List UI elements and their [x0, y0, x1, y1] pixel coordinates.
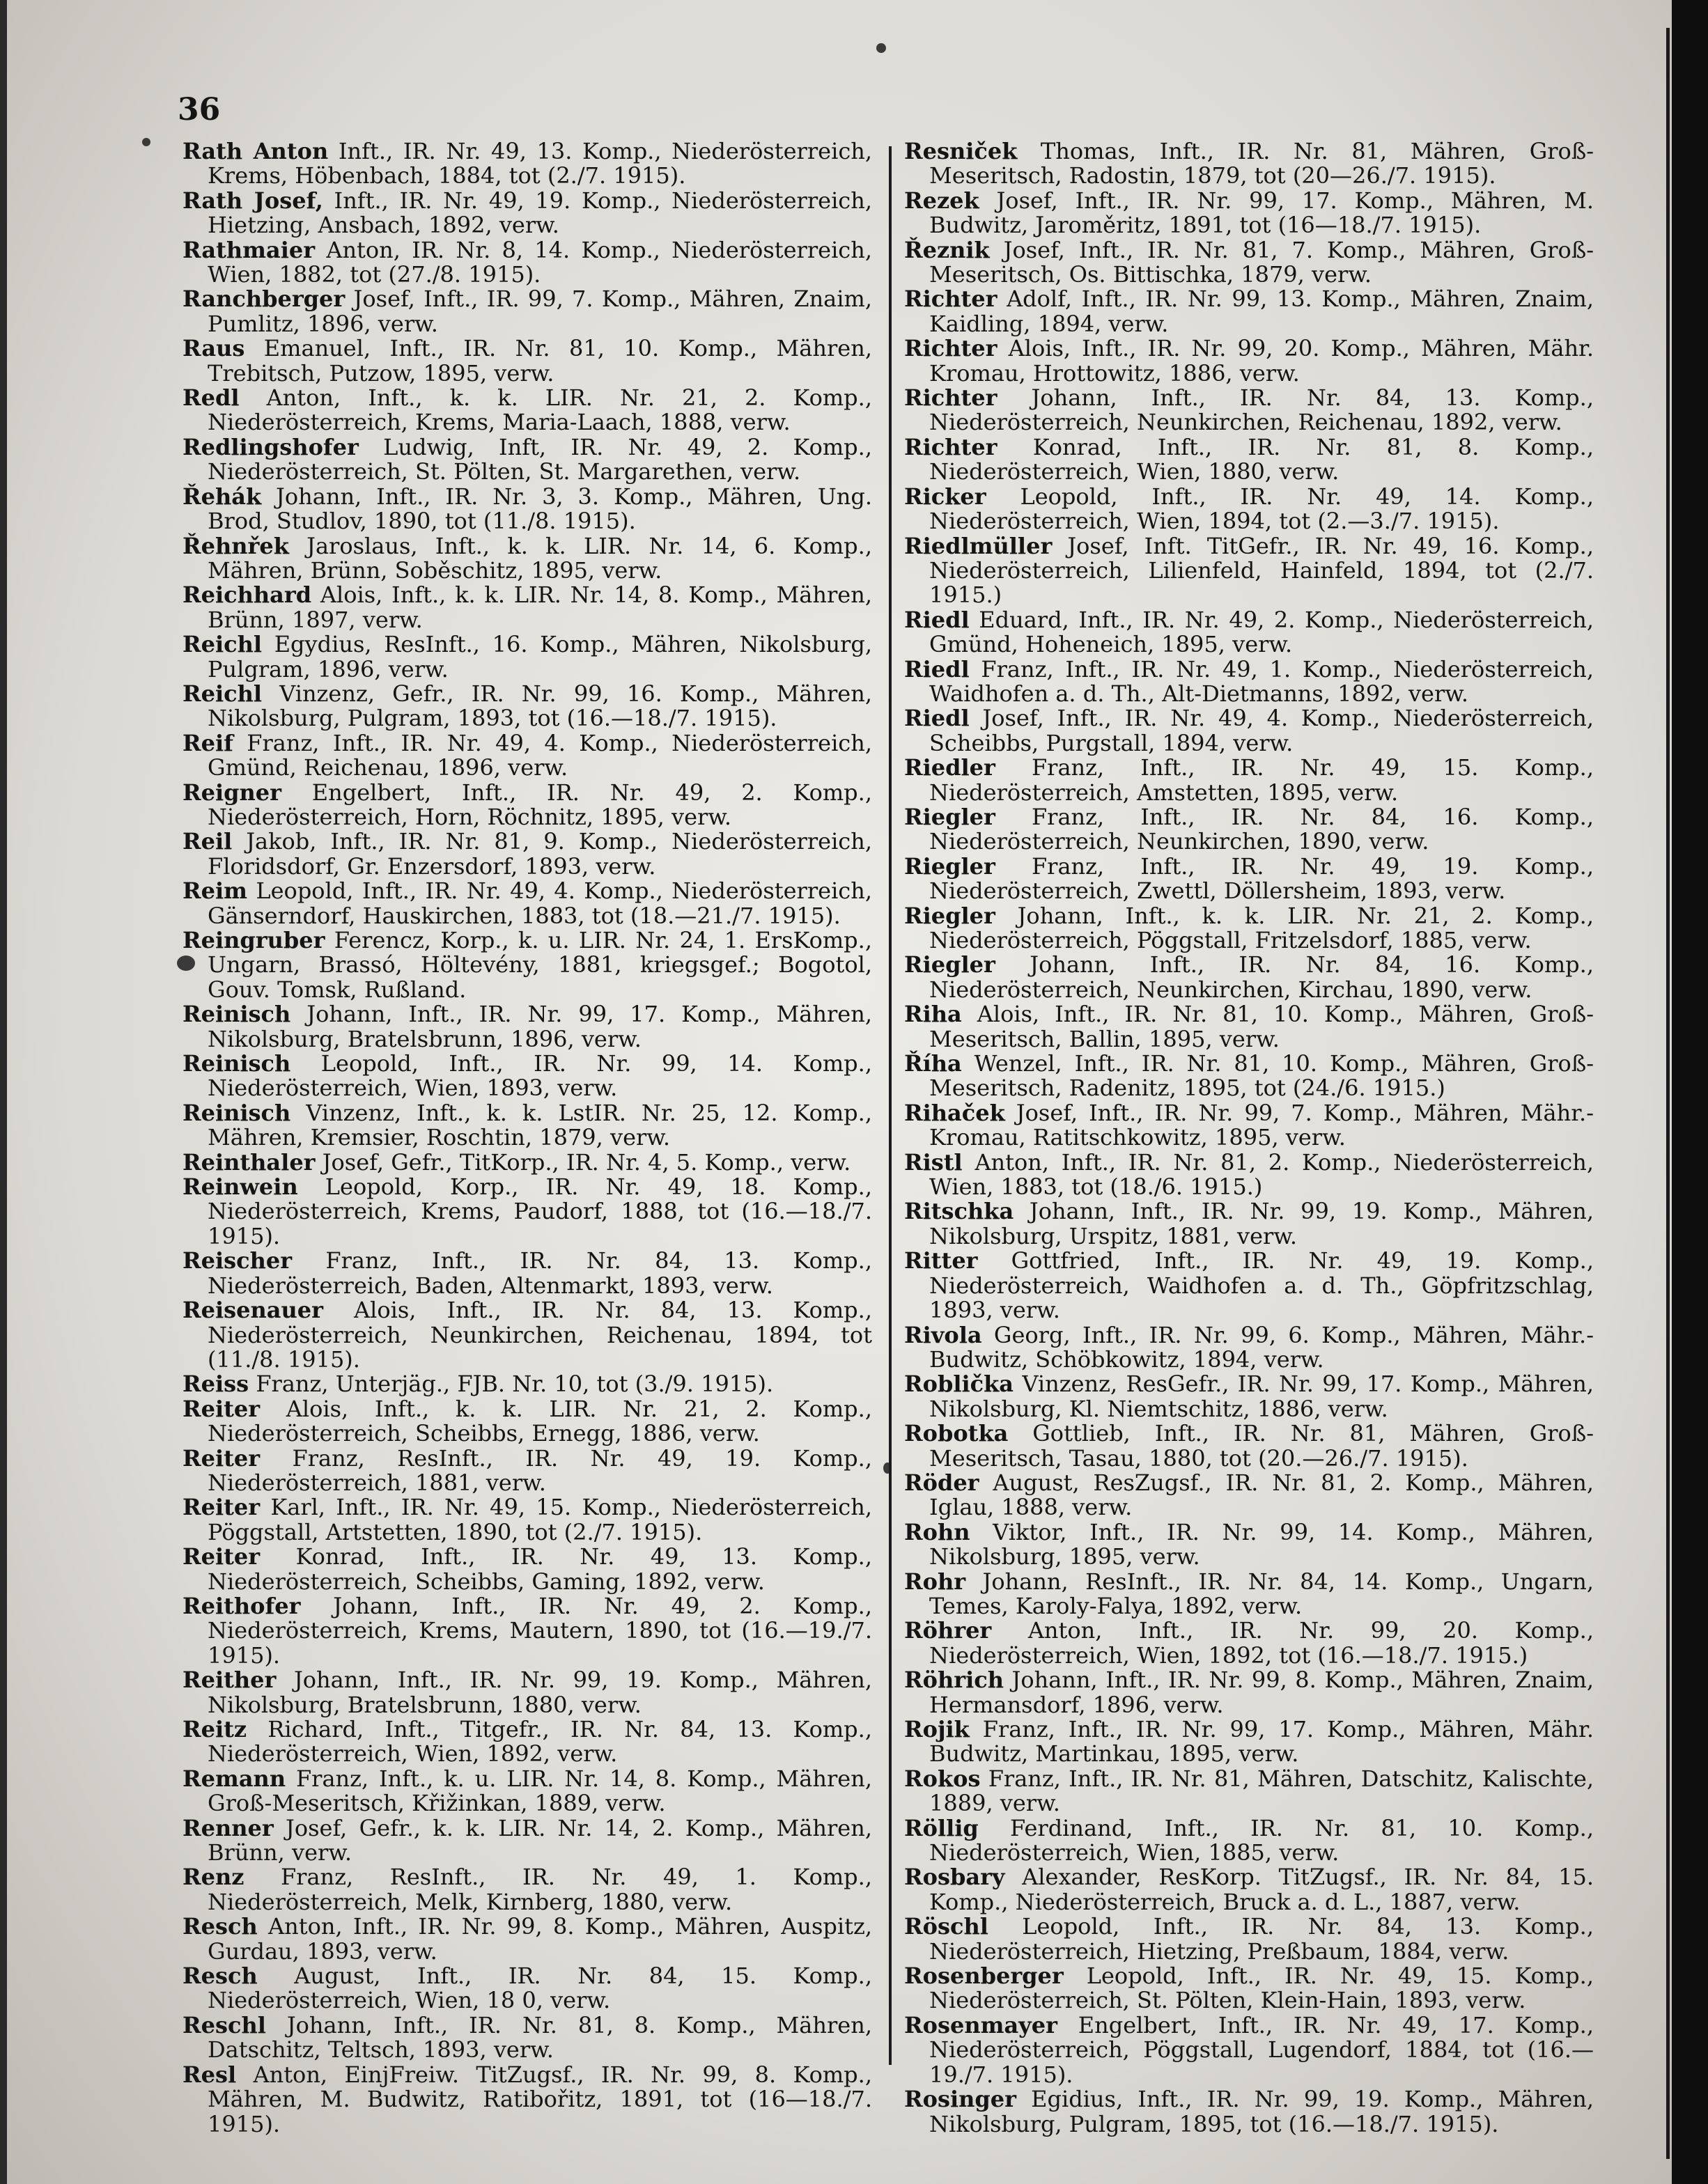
register-entry [904, 706, 1594, 756]
register-entry [183, 1816, 872, 1866]
register-entry [904, 238, 1594, 288]
register-entry [183, 1717, 872, 1767]
entry-details: Franz, Inft., IR. Nr. 49, 19. Komp., Niederösterreich, Zwettl, Döllersheim, 1893, verw. [929, 852, 1594, 905]
entry-name: Reschl [183, 2011, 266, 2038]
register-entry [904, 287, 1594, 336]
entry-details: Leopold, Inft., IR. Nr. 49, 15. Komp., Niederösterreich, St. Pölten, Klein-Hain, 1893, verw. [929, 1963, 1594, 2014]
entry-name: Richter [904, 384, 997, 412]
register-entry [904, 1668, 1594, 1717]
entry-details: Vinzenz, Gefr., IR. Nr. 99, 16. Komp., Mähren, Nikolsburg, Pulgram, 1893, tot (16.—18./7. 1915). [208, 680, 873, 732]
entry-details: Alexander, ResKorp. TitZugsf., IR. Nr. 84, 15. Komp., Niederösterreich, Bruck a. d. L., 1887, verw. [929, 1864, 1594, 1915]
register-entry [183, 781, 872, 830]
entry-name: Rohr [904, 1568, 966, 1595]
entry-details: Alois, Inft., k. k. LIR. Nr. 21, 2. Komp., Niederösterreich, Scheibbs, Ernegg, 1886, verw. [208, 1395, 873, 1447]
entry-details: Leopold, Inft., IR. Nr. 49, 14. Komp., Niederösterreich, Wien, 1894, tot (2.—3./7. 1915). [929, 483, 1594, 535]
entry-name: Resl [183, 2061, 237, 2088]
entry-details: Franz, Inft., IR. Nr. 49, 15. Komp., Niederösterreich, Amstetten, 1895, verw. [929, 754, 1594, 806]
register-entry [183, 879, 872, 928]
register-entry [183, 2063, 872, 2137]
entry-details: Johann, ResInft., IR. Nr. 84, 14. Komp., Ungarn, Temes, Karoly-Falya, 1892, verw. [929, 1568, 1594, 1619]
entry-name: Richter [904, 286, 997, 313]
entry-details: Ferdinand, Inft., IR. Nr. 81, 10. Komp., Niederösterreich, Wien, 1885, verw. [929, 1814, 1594, 1866]
entry-name: Ristl [904, 1148, 963, 1176]
entry-name: Robotka [904, 1420, 1009, 1447]
entry-details: Johann, Inft., k. k. LIR. Nr. 21, 2. Komp., Niederösterreich, Pöggstall, Fritzelsdorf, 1885, verw. [929, 902, 1594, 953]
register-entry [183, 1150, 872, 1175]
entry-details: Anton, EinjFreiw. TitZugsf., IR. Nr. 99, 8. Komp., Mähren, M. Budwitz, Ratibořitz, 1891, tot (16—18./7. 1915). [208, 2061, 873, 2137]
ink-speck [142, 138, 150, 146]
entry-name: Remann [183, 1765, 286, 1792]
entry-details: Adolf, Inft., IR. Nr. 99, 13. Komp., Mähren, Znaim, Kaidling, 1894, verw. [929, 286, 1594, 337]
entry-details: Johann, Inft., IR. Nr. 81, 8. Komp., Mähren, Datschitz, Teltsch, 1893, verw. [208, 2011, 873, 2064]
entry-name: Resniček [904, 138, 1018, 164]
register-entry [183, 386, 872, 435]
entry-details: Josef, Gefr., TitKorp., IR. Nr. 4, 5. Komp., verw. [322, 1148, 851, 1176]
register-entry [183, 1249, 872, 1298]
register-entry [904, 1323, 1594, 1373]
entry-details: Anton, Inft., IR. Nr. 99, 8. Komp., Mähren, Auspitz, Gurdau, 1893, verw. [208, 1913, 873, 1965]
entry-name: Renz [183, 1864, 244, 1891]
entry-details: Franz, Inft., IR. Nr. 49, 4. Komp., Niederösterreich, Gmünd, Reichenau, 1896, verw. [208, 729, 872, 781]
register-entry [904, 852, 1594, 905]
entry-details: Viktor, Inft., IR. Nr. 99, 14. Komp., Mähren, Nikolsburg, 1895, verw. [929, 1518, 1594, 1570]
entry-name: Riedl [904, 606, 970, 633]
entry-details: Josef, Inft., IR. Nr. 99, 17. Komp., Mähren, M. Budwitz, Jaroměritz, 1891, tot (16—18./7. 1915). [929, 187, 1594, 239]
entry-name: Reiter [183, 1395, 261, 1422]
entry-name: Riedlmüller [904, 532, 1053, 559]
entry-details: Johann, Inft., IR. Nr. 49, 2. Komp., Niederösterreich, Krems, Mautern, 1890, tot (16.—19./7. 1915). [208, 1592, 873, 1669]
register-entry [904, 1914, 1594, 1964]
entry-name: Riegler [904, 951, 995, 978]
entry-details: Konrad, Inft., IR. Nr. 49, 13. Komp., Niederösterreich, Scheibbs, Gaming, 1892, verw. [208, 1543, 873, 1595]
register-entry [904, 1618, 1594, 1668]
entry-name: Rihaček [904, 1099, 1005, 1126]
register-entry [904, 608, 1594, 657]
register-entry [904, 386, 1594, 435]
register-entry [183, 682, 872, 731]
entry-name: Röllig [904, 1814, 979, 1841]
register-entry [904, 189, 1594, 238]
entry-details: Franz, ResInft., IR. Nr. 49, 1. Komp., Niederösterreich, Melk, Kirnberg, 1880, verw. [208, 1864, 873, 1915]
register-entry [183, 1175, 872, 1249]
entry-name: Riha [904, 1001, 962, 1028]
entry-details: Gottlieb, Inft., IR. Nr. 81, Mähren, Groß-Meseritsch, Tasau, 1880, tot (20.—26./7. 1915). [929, 1420, 1594, 1472]
register-entry [183, 1397, 872, 1446]
entry-name: Rosinger [904, 2086, 1016, 2113]
entry-name: Ritter [904, 1247, 978, 1274]
entry-details: Karl, Inft., IR. Nr. 49, 15. Komp., Niederösterreich, Pöggstall, Artstetten, 1890, tot (2./7. 1915). [208, 1494, 873, 1545]
entry-name: Raus [183, 335, 245, 362]
entry-name: Reiter [183, 1543, 261, 1570]
entry-name: Reitz [183, 1716, 247, 1742]
scan-edge-right [1672, 0, 1708, 2184]
column-divider [889, 146, 892, 2065]
entry-details: Anton, IR. Nr. 8, 14. Komp., Niederösterreich, Wien, 1882, tot (27./8. 1915). [208, 236, 873, 288]
entry-name: Resch [183, 1913, 258, 1940]
entry-details: Alois, Inft., k. k. LIR. Nr. 14, 8. Komp., Mähren, Brünn, 1897, verw. [208, 582, 873, 633]
entry-details: Alois, Inft., IR. Nr. 81, 10. Komp., Mähren, Groß-Meseritsch, Ballin, 1895, verw. [929, 1001, 1594, 1052]
entry-details: Josef, Gefr., k. k. LIR. Nr. 14, 2. Komp., Mähren, Brünn, verw. [208, 1814, 873, 1866]
entry-details: Ludwig, Inft, IR. Nr. 49, 2. Komp., Niederösterreich, St. Pölten, St. Margarethen, verw. [208, 433, 873, 485]
register-entry [183, 928, 872, 1002]
register-entry [183, 1668, 872, 1717]
entry-details: Inft., IR. Nr. 49, 13. Komp., Niederösterreich, Krems, Höbenbach, 1884, tot (2./7. 1915). [208, 138, 873, 189]
entry-details: Franz, Inft., IR. Nr. 49, 1. Komp., Niederösterreich, Waidhofen a. d. Th., Alt-Dietmanns, 1892, verw. [929, 655, 1594, 707]
entry-details: Alois, Inft., IR. Nr. 84, 13. Komp., Niederösterreich, Neunkirchen, Reichenau, 1894, tot (11./8. 1915). [208, 1297, 873, 1373]
entry-name: Reil [183, 828, 233, 855]
entry-name: Řehák [183, 483, 262, 510]
register-entry [183, 1372, 872, 1396]
entry-name: Richter [904, 335, 997, 362]
register-entry [904, 435, 1594, 485]
register-entry [904, 1767, 1594, 1816]
entry-name: Rosenberger [904, 1963, 1064, 1990]
entry-details: Thomas, Inft., IR. Nr. 81, Mähren, Groß-Meseritsch, Radostin, 1879, tot (20—26./7. 1915). [929, 138, 1594, 189]
register-entry [904, 1372, 1594, 1421]
register-entry [183, 1545, 872, 1594]
entry-details: Franz, Unterjäg., FJB. Nr. 10, tot (3./9. 1915). [256, 1371, 774, 1398]
entry-name: Rezek [904, 187, 979, 214]
entry-name: Renner [183, 1814, 274, 1841]
register-entry [904, 1865, 1594, 1914]
entry-details: Franz, Inft., k. u. LIR. Nr. 14, 8. Komp., Mähren, Groß-Meseritsch, Křižinkan, 1889, verw. [208, 1765, 873, 1817]
register-entry [904, 139, 1594, 189]
entry-name: Reiter [183, 1444, 261, 1472]
entry-details: Anton, Inft., IR. Nr. 99, 20. Komp., Niederösterreich, Wien, 1892, tot (16.—18./7. 1915.) [929, 1617, 1594, 1669]
entry-details: Leopold, Inft., IR. Nr. 99, 14. Komp., Niederösterreich, Wien, 1893, verw. [208, 1050, 873, 1102]
entry-name: Riedl [904, 705, 970, 732]
register-entry [904, 1471, 1594, 1520]
entry-name: Ricker [904, 483, 986, 510]
register-entry [904, 1150, 1594, 1200]
entry-details: Ferencz, Korp., k. u. LIR. Nr. 24, 1. ErsKomp., Ungarn, Brassó, Höltevény, 1881, kriegsgef.; Bogotol, Gouv. Tomsk, Rußland. [208, 927, 873, 1003]
register-entry [183, 435, 872, 485]
entry-name: Reinthaler [183, 1148, 316, 1176]
entry-name: Reinisch [183, 1050, 291, 1077]
register-entry [904, 1052, 1594, 1101]
entry-details: Anton, Inft., k. k. LIR. Nr. 21, 2. Komp., Niederösterreich, Krems, Maria-Laach, 1888, verw. [208, 384, 873, 436]
entry-name: Rokos [904, 1765, 981, 1792]
register-entry [183, 534, 872, 584]
entry-name: Reichl [183, 680, 263, 707]
register-entry [183, 336, 872, 386]
entry-details: Franz, Inft., IR. Nr. 99, 17. Komp., Mähren, Mähr. Budwitz, Martinkau, 1895, verw. [929, 1716, 1594, 1768]
entry-name: Redl [183, 384, 240, 412]
register-entry [183, 731, 872, 781]
entry-name: Rath Anton [183, 138, 329, 164]
entry-name: Röhrer [904, 1617, 992, 1644]
entry-name: Richter [904, 433, 997, 460]
entry-details: Franz, ResInft., IR. Nr. 49, 19. Komp., Niederösterreich, 1881, verw. [208, 1444, 873, 1496]
entry-details: Johann, Inft., IR. Nr. 84, 13. Komp., Niederösterreich, Neunkirchen, Reichenau, 1892, verw. [929, 384, 1594, 436]
entry-details: Konrad, Inft., IR. Nr. 81, 8. Komp., Niederösterreich, Wien, 1880, verw. [929, 433, 1594, 485]
entry-details: Engelbert, Inft., IR. Nr. 49, 2. Komp., Niederösterreich, Horn, Röchnitz, 1895, verw. [208, 779, 873, 830]
register-entry [904, 336, 1594, 386]
scan-fold-line [1666, 28, 1670, 2159]
entry-name: Rojik [904, 1716, 970, 1742]
entry-details: Johann, Inft., IR. Nr. 99, 17. Komp., Mähren, Nikolsburg, Bratelsbrunn, 1896, verw. [208, 1001, 873, 1052]
entry-name: Reiter [183, 1494, 261, 1521]
register-entry [183, 632, 872, 682]
entry-details: Josef, Inft., IR. Nr. 49, 4. Komp., Niederösterreich, Scheibbs, Purgstall, 1894, verw. [929, 705, 1594, 756]
register-entry [183, 1495, 872, 1545]
entry-details: Leopold, Inft., IR. Nr. 49, 4. Komp., Niederösterreich, Gänserndorf, Hauskirchen, 1883, tot (18.—21./7. 1915). [208, 878, 873, 929]
entry-name: Redlingshofer [183, 433, 359, 460]
register-entry [904, 953, 1594, 1002]
entry-details: Josef, Inft., IR. Nr. 99, 7. Komp., Mähren, Mähr.-Kromau, Ratitschkowitz, 1895, verw. [929, 1099, 1594, 1151]
entry-name: Rosenmayer [904, 2011, 1057, 2038]
left-column [183, 139, 872, 2137]
register-entry [183, 1964, 872, 2013]
entry-name: Řeznik [904, 236, 990, 263]
entry-name: Reichhard [183, 582, 312, 609]
entry-details: Franz, Inft., IR. Nr. 84, 16. Komp., Niederösterreich, Neunkirchen, 1890, verw. [929, 803, 1594, 855]
register-entry [183, 1865, 872, 1914]
entry-name: Reim [183, 878, 247, 905]
entry-details: Franz, Inft., IR. Nr. 84, 13. Komp., Niederösterreich, Baden, Altenmarkt, 1893, verw. [208, 1247, 873, 1299]
entry-details: Eduard, Inft., IR. Nr. 49, 2. Komp., Niederösterreich, Gmünd, Hoheneich, 1895, verw. [929, 606, 1594, 658]
entry-details: Johann, Inft., IR. Nr. 3, 3. Komp., Mähren, Ung. Brod, Studlov, 1890, tot (11./8. 1915). [208, 483, 872, 535]
register-entry [904, 1249, 1594, 1323]
register-entry [904, 1964, 1594, 2013]
register-entry [183, 1101, 872, 1150]
register-entry [904, 1570, 1594, 1619]
register-entry [904, 1002, 1594, 1052]
entry-details: Leopold, Korp., IR. Nr. 49, 18. Komp., Niederösterreich, Krems, Paudorf, 1888, tot (16.—18./7. 1915). [208, 1173, 873, 1249]
register-entry [183, 139, 872, 189]
entry-details: Inft., IR. Nr. 49, 19. Komp., Niederösterreich, Hietzing, Ansbach, 1892, verw. [208, 187, 873, 239]
register-entry [904, 1717, 1594, 1767]
entry-name: Resch [183, 1963, 258, 1990]
entry-name: Rathmaier [183, 236, 316, 263]
register-entry [904, 485, 1594, 534]
entry-details: Engelbert, Inft., IR. Nr. 49, 17. Komp., Niederösterreich, Pöggstall, Lugendorf, 1884, tot (16.—19./7. 1915). [929, 2011, 1594, 2088]
entry-name: Reingruber [183, 927, 325, 953]
entry-name: Říha [904, 1050, 962, 1077]
register-entry [183, 583, 872, 632]
register-entry [183, 829, 872, 879]
register-entry [904, 2013, 1594, 2087]
entry-name: Riegler [904, 803, 995, 830]
entry-name: Reigner [183, 779, 281, 806]
entry-name: Rohn [904, 1518, 970, 1545]
entry-name: Reiss [183, 1371, 249, 1398]
entry-name: Roblička [904, 1371, 1014, 1398]
register-entry [904, 2087, 1594, 2137]
register-entry [183, 1002, 872, 1052]
entry-name: Röhrich [904, 1667, 1004, 1694]
register-entry [904, 904, 1594, 953]
entry-details: August, ResZugsf., IR. Nr. 81, 2. Komp., Mähren, Iglau, 1888, verw. [929, 1469, 1594, 1521]
register-entry [904, 1199, 1594, 1249]
register-entry [183, 287, 872, 336]
page-number: 36 [178, 92, 221, 127]
entry-details: Leopold, Inft., IR. Nr. 84, 13. Komp., Niederösterreich, Hietzing, Preßbaum, 1884, verw. [929, 1913, 1594, 1965]
entry-name: Reichl [183, 631, 263, 658]
entry-details: Johann, Inft., IR. Nr. 99, 19. Komp., Mähren, Nikolsburg, Bratelsbrunn, 1880, verw. [208, 1667, 873, 1718]
entry-name: Reisenauer [183, 1297, 323, 1324]
register-entry [183, 238, 872, 288]
register-entry [183, 1298, 872, 1372]
register-entry [904, 1101, 1594, 1150]
register-entry [183, 1767, 872, 1816]
entry-details: Franz, Inft., IR. Nr. 81, Mähren, Datschitz, Kalischte, 1889, verw. [929, 1765, 1594, 1817]
entry-details: Vinzenz, ResGefr., IR. Nr. 99, 17. Komp., Mähren, Nikolsburg, Kl. Niemtschitz, 1886, verw. [929, 1371, 1594, 1422]
ink-speck [876, 43, 886, 53]
entry-details: Egydius, ResInft., 16. Komp., Mähren, Nikolsburg, Pulgram, 1896, verw. [208, 631, 873, 682]
entry-details: Wenzel, Inft., IR. Nr. 81, 10. Komp., Mähren, Groß-Meseritsch, Radenitz, 1895, tot (24./6. 1915.) [929, 1050, 1594, 1102]
register-entry [904, 1520, 1594, 1570]
register-entry [904, 657, 1594, 707]
entry-details: Johann, Inft., IR. Nr. 99, 8. Komp., Mähren, Znaim, Hermansdorf, 1896, verw. [929, 1667, 1594, 1718]
entry-name: Reinisch [183, 1001, 291, 1028]
entry-details: Josef, Inft. TitGefr., IR. Nr. 49, 16. Komp., Niederösterreich, Lilienfeld, Hainfeld, 1894, tot (2./7. 1915.) [929, 532, 1594, 609]
register-entry [183, 1594, 872, 1668]
entry-name: Riegler [904, 852, 995, 880]
entry-details: Richard, Inft., Titgefr., IR. Nr. 84, 13. Komp., Niederösterreich, Wien, 1892, verw. [208, 1716, 873, 1768]
register-entry [183, 1914, 872, 1964]
entry-details: Egidius, Inft., IR. Nr. 99, 19. Komp., Mähren, Nikolsburg, Pulgram, 1895, tot (16.—18./7. 1915). [929, 2086, 1594, 2137]
entry-details: Josef, Inft., IR. Nr. 81, 7. Komp., Mähren, Groß-Meseritsch, Os. Bittischka, 1879, verw. [929, 236, 1594, 288]
register-entry [904, 1421, 1594, 1471]
entry-name: Riedl [904, 655, 970, 682]
entry-details: Emanuel, Inft., IR. Nr. 81, 10. Komp., Mähren, Trebitsch, Putzow, 1895, verw. [208, 335, 873, 387]
entry-name: Rosbary [904, 1864, 1005, 1891]
entry-name: Reischer [183, 1247, 293, 1274]
register-entry [183, 1446, 872, 1496]
entry-name: Ritschka [904, 1198, 1014, 1225]
entry-name: Reither [183, 1667, 277, 1694]
register-entry [183, 2013, 872, 2063]
entry-details: Johann, Inft., IR. Nr. 84, 16. Komp., Niederösterreich, Neunkirchen, Kirchau, 1890, verw. [929, 951, 1594, 1003]
entry-details: Johann, Inft., IR. Nr. 99, 19. Komp., Mähren, Nikolsburg, Urspitz, 1881, verw. [929, 1198, 1594, 1249]
entry-details: Anton, Inft., IR. Nr. 81, 2. Komp., Niederösterreich, Wien, 1883, tot (18./6. 1915.) [929, 1148, 1594, 1201]
entry-name: Röschl [904, 1913, 988, 1940]
right-column [904, 139, 1594, 2137]
entry-name: Řehnřek [183, 532, 289, 559]
entry-details: Jakob, Inft., IR. Nr. 81, 9. Komp., Niederösterreich, Floridsdorf, Gr. Enzersdorf, 1893, verw. [208, 828, 873, 880]
entry-details: August, Inft., IR. Nr. 84, 15. Komp., Niederösterreich, Wien, 18 0, verw. [208, 1963, 873, 2014]
entry-details: Vinzenz, Inft., k. k. LstIR. Nr. 25, 12. Komp., Mähren, Kremsier, Roschtin, 1879, verw. [208, 1099, 873, 1151]
register-entry [904, 805, 1594, 855]
entry-details: Georg, Inft., IR. Nr. 99, 6. Komp., Mähren, Mähr.-Budwitz, Schöbkowitz, 1894, verw. [929, 1321, 1594, 1373]
entry-details: Josef, Inft., IR. 99, 7. Komp., Mähren, Znaim, Pumlitz, 1896, verw. [208, 286, 873, 337]
entry-name: Reinwein [183, 1173, 298, 1201]
entry-name: Reinisch [183, 1099, 291, 1126]
entry-name: Riedler [904, 754, 995, 781]
entry-name: Reif [183, 729, 233, 756]
entry-name: Rath Josef, [183, 187, 323, 214]
entry-name: Reithofer [183, 1592, 301, 1619]
register-entry [904, 534, 1594, 608]
register-entry [183, 1052, 872, 1101]
entry-name: Röder [904, 1469, 979, 1496]
entry-details: Alois, Inft., IR. Nr. 99, 20. Komp., Mähren, Mähr. Kromau, Hrottowitz, 1886, verw. [929, 335, 1594, 387]
entry-details: Gottfried, Inft., IR. Nr. 49, 19. Komp., Niederösterreich, Waidhofen a. d. Th., Göpfritzschlag, 1893, verw. [929, 1247, 1594, 1324]
entry-name: Rivola [904, 1321, 982, 1348]
register-entry [904, 1816, 1594, 1866]
entry-details: Jaroslaus, Inft., k. k. LIR. Nr. 14, 6. Komp., Mähren, Brünn, Soběschitz, 1895, verw. [208, 532, 873, 584]
register-entry [904, 756, 1594, 805]
scan-edge-left [0, 0, 7, 2184]
register-entry [183, 189, 872, 238]
entry-name: Riegler [904, 902, 995, 929]
entry-name: Ranchberger [183, 286, 346, 313]
register-entry [183, 485, 872, 534]
